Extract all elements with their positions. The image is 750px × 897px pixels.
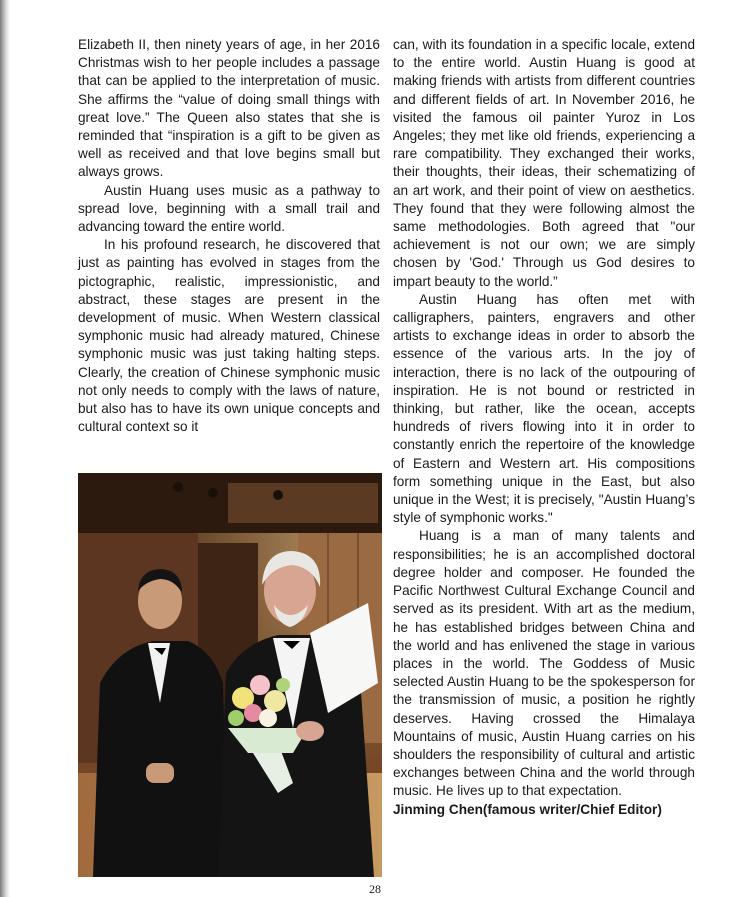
author-credit: Jinming Chen(famous writer/Chief Editor) — [393, 801, 662, 817]
concert-photo — [78, 473, 382, 877]
paragraph: can, with its foundation in a specific locale, extend to the entire world. Austin Huang is good at making friends with artists from different countries and different fields of art. In November 2016, he visited the famous oil painter Yuroz in Los Angeles; they met like old friends, experiencing a rare compatibility. They exchanged their works, their thoughts, their ideas, their schematizing of an art work, and their point of view on aesthetics. They found that they were following almost the same methodologies. Both agreed that "our achievement is not our own; we are simply chosen by 'God.' Through us God desires to impart beauty to the world.” — [393, 37, 695, 289]
page-binding-shadow — [0, 0, 10, 897]
paragraph: Huang is a man of many talents and responsibilities; he is an accomplished doctoral degree holder and composer. He founded the Pacific Northwest Cultural Exchange Council and served as its president. With art as the medium, he has established bridges between China and the world and has enlivened the stage in various places in the world. The Goddess of Music selected Austin Huang to be the spokesperson for the transmission of music, a position he rightly deserves. Having crossed the Himalaya Mountains of music, Austin Huang carries on his shoulders the responsibility of cultural and artistic exchanges between China and the world through music. He lives up to that expectation. — [393, 528, 695, 799]
paragraph: Austin Huang uses music as a pathway to spread love, beginning with a small trail and advancing toward the entire world. — [78, 182, 380, 235]
left-text-column — [78, 36, 380, 436]
paragraph: In his profound research, he discovered that just as painting has evolved in stages from the pictographic, realistic, impressionistic, and abstract, these stages are present in the development of music. When Western classical symphonic music had already matured, Chinese symphonic music was just taking halting steps. Clearly, the creation of Chinese symphonic music not only needs to comply with the laws of nature, but also has to have its own unique concepts and cultural context so it — [78, 237, 380, 435]
paragraph: Elizabeth II, then ninety years of age, in her 2016 Christmas wish to her people includes a passage that can be applied to the interpretation of music. She affirms the “value of doing small things with great love.” The Queen also states that she is reminded that “inspiration is a gift to be given as well as received and that love begins small but always grows. — [78, 37, 380, 180]
paragraph: Austin Huang has often met with calligraphers, painters, engravers and other artists to exchange ideas in order to absorb the essence of the various arts. In the joy of interaction, there is no lack of the outpouring of inspiration. He is not bound or restricted in thinking, but rather, like the ocean, accepts hundreds of rivers flowing into it in order to constantly enrich the repertoire of the knowledge of Eastern and Western art. His compositions form something unique in the East, but also unique in the West; it is precisely, "Austin Huang’s style of symphonic works." — [393, 291, 695, 526]
page-number: 28 — [369, 882, 381, 896]
right-text-column — [393, 36, 695, 819]
